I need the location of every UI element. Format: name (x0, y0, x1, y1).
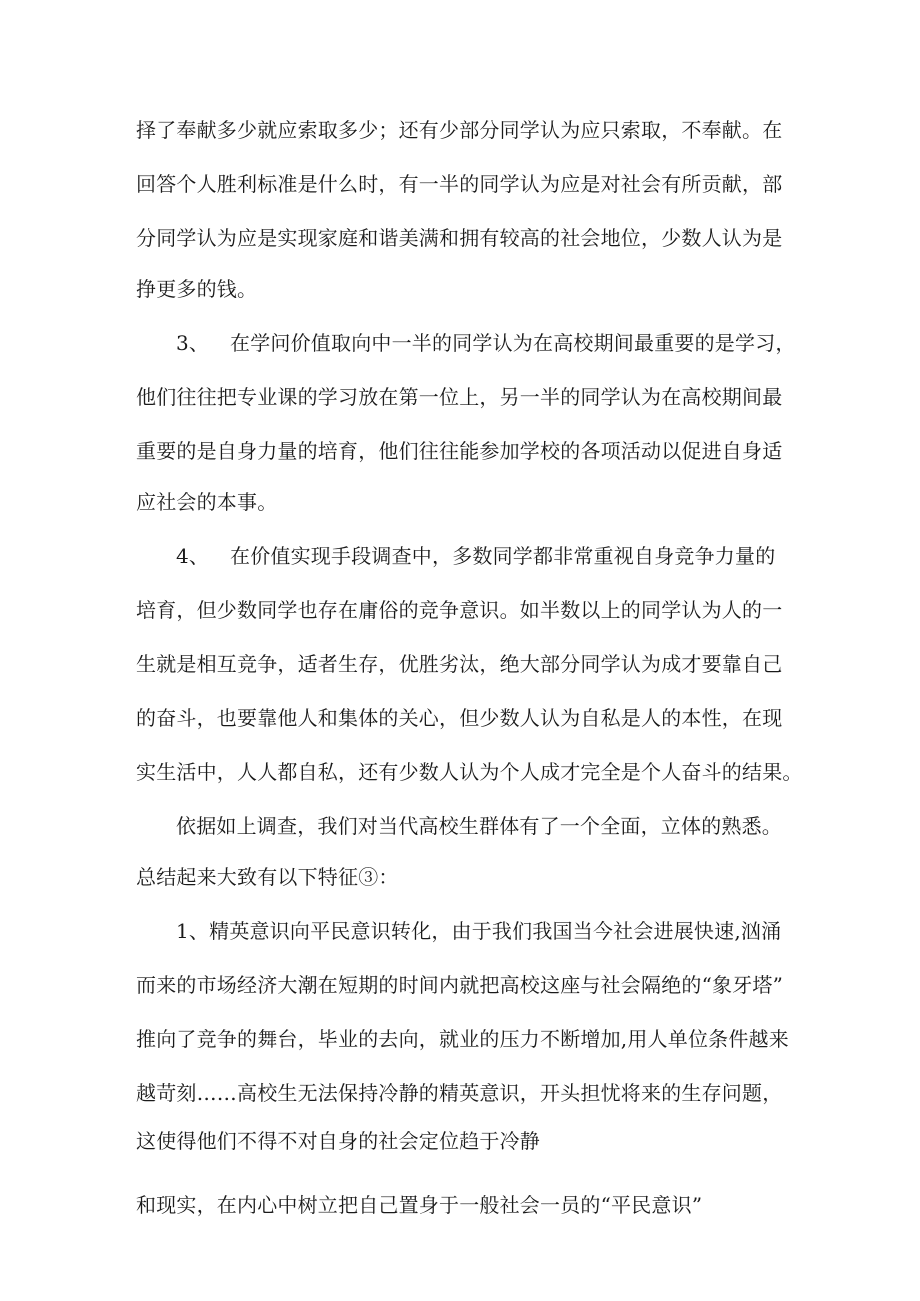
list-item-3 (176, 331, 816, 355)
text-line: 应社会的本事。 (136, 490, 278, 514)
text-line: 越苛刻……高校生无法保持冷静的精英意识，开头担忧将来的生存问题， (136, 1081, 783, 1105)
text-line: 挣更多的钱。 (136, 277, 258, 301)
text-line: 1、精英意识向平民意识转化，由于我们我国当今社会进展快速,汹涌 (176, 919, 782, 943)
text-line: 依据如上调查，我们对当代高校生群体有了一个全面，立体的熟悉。 (176, 814, 782, 838)
text-line: 和现实，在内心中树立把自己置身于一般社会一员的“平民意识” (136, 1193, 703, 1217)
text-line: 培育，但少数同学也存在庸俗的竞争意识。如半数以上的同学认为人的一 (136, 598, 783, 622)
list-number: 3、 (176, 331, 210, 355)
text-line: 实生活中，人人都自私，还有少数人认为个人成才完全是个人奋斗的结果。 (136, 760, 803, 784)
text-line: 生就是相互竞争，适者生存，优胜劣汰，绝大部分同学认为成才要靠自己 (136, 652, 783, 676)
text-line: 的奋斗，也要靠他人和集体的关心，但少数人认为自私是人的本性，在现 (136, 706, 783, 730)
text-line: 而来的市场经济大潮在短期的时间内就把高校这座与社会隔绝的“象牙塔” (136, 973, 784, 997)
text-line: 推向了竞争的舞台，毕业的去向，就业的压力不断增加,用人单位条件越来 (136, 1027, 789, 1051)
text-line: 这使得他们不得不对自身的社会定位趋于冷静 (136, 1129, 540, 1153)
list-number: 4、 (176, 544, 210, 568)
text-line: 分同学认为应是实现家庭和谐美满和拥有较高的社会地位，少数人认为是 (136, 226, 783, 250)
text-line: 在价值实现手段调查中，多数同学都非常重视自身竞争力量的 (230, 544, 776, 568)
list-item-4 (176, 544, 816, 568)
text-line: 他们往往把专业课的学习放在第一位上，另一半的同学认为在高校期间最 (136, 385, 783, 409)
text-line: 回答个人胜利标准是什么时，有一半的同学认为应是对社会有所贡献，部 (136, 172, 783, 196)
text-line: 总结起来大致有以下特征③： (136, 865, 399, 889)
text-line: 在学问价值取向中一半的同学认为在高校期间最重要的是学习， (230, 331, 796, 355)
text-line: 择了奉献多少就应索取多少；还有少部分同学认为应只索取，不奉献。在 (136, 118, 783, 142)
text-line: 重要的是自身力量的培育，他们往往能参加学校的各项活动以促进自身适 (136, 439, 783, 463)
